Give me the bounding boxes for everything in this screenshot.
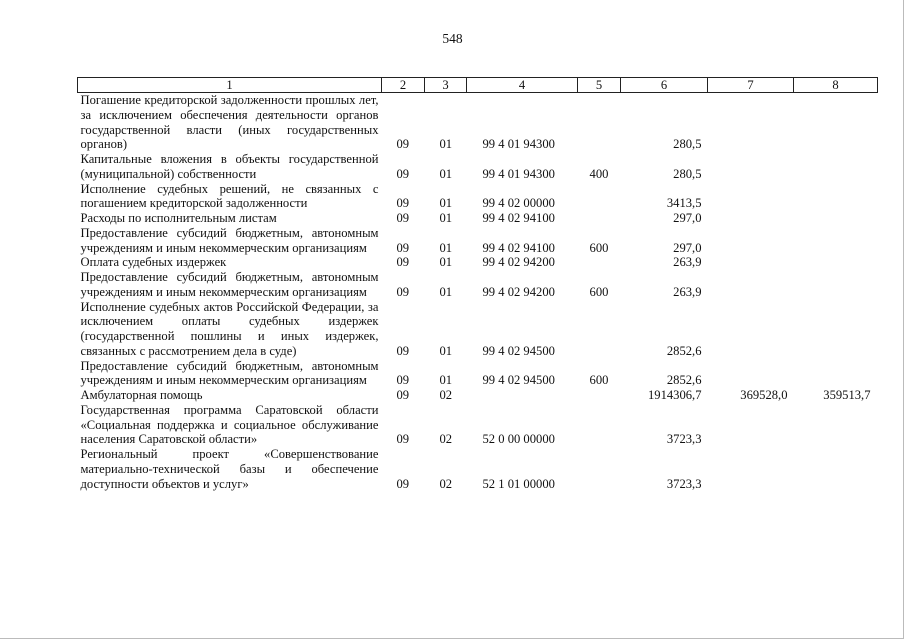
table-row <box>78 182 878 212</box>
cell-c8 <box>794 447 878 491</box>
cell-c4: 99 4 01 94300 <box>482 137 555 152</box>
cell-c7 <box>708 255 794 270</box>
cell-c4: 52 0 00 00000 <box>482 432 555 447</box>
cell-c6: 263,9 <box>673 255 702 270</box>
cell-c6: 280,5 <box>673 137 702 152</box>
cell-c5: 600 <box>589 240 609 255</box>
table-row <box>78 255 878 270</box>
cell-c3: 01 <box>439 255 453 270</box>
column-header-5: 5 <box>578 78 621 93</box>
row-description: Государственная программа Саратовской области «Социальная поддержка и социальное обслуживание населения Саратовской области» <box>80 402 379 447</box>
cell-c5 <box>578 211 621 226</box>
cell-c7 <box>708 359 794 389</box>
column-header-4: 4 <box>467 78 578 93</box>
row-description: Погашение кредиторской задолженности прошлых лет, за исключением обеспечения деятельности органов государственной власти (иных государственных органов) <box>80 93 379 152</box>
cell-c8 <box>794 359 878 389</box>
cell-c4: 52 1 01 00000 <box>482 476 555 491</box>
cell-c4: 99 4 02 94500 <box>482 373 555 388</box>
column-header-8: 8 <box>794 78 878 93</box>
cell-c3: 02 <box>439 476 453 491</box>
cell-c4: 99 4 02 00000 <box>482 196 555 211</box>
cell-c8 <box>794 152 878 182</box>
cell-c5 <box>578 447 621 491</box>
table-row <box>78 93 878 153</box>
cell-c2: 09 <box>396 196 410 211</box>
cell-c2: 09 <box>396 255 410 270</box>
cell-c8 <box>794 270 878 300</box>
table-row <box>78 359 878 389</box>
cell-c2: 09 <box>396 284 410 299</box>
table-row <box>78 270 878 300</box>
column-header-3: 3 <box>425 78 467 93</box>
cell-c3: 01 <box>439 343 453 358</box>
table-row <box>78 403 878 447</box>
column-header-7: 7 <box>708 78 794 93</box>
cell-c8 <box>794 226 878 256</box>
cell-c7 <box>708 226 794 256</box>
cell-c7: 369528,0 <box>740 388 788 402</box>
cell-c2: 09 <box>396 137 410 152</box>
row-description: Исполнение судебных решений, не связанных с погашением кредиторской задолженности <box>80 181 379 211</box>
cell-c6: 2852,6 <box>666 343 702 358</box>
table-row <box>78 211 878 226</box>
cell-c3: 02 <box>439 432 453 447</box>
cell-c5 <box>578 93 621 153</box>
row-description: Предоставление субсидий бюджетным, автономным учреждениям и иным некоммерческим организациям <box>80 225 379 255</box>
cell-c4: 99 4 02 94500 <box>482 343 555 358</box>
cell-c2: 09 <box>396 240 410 255</box>
header-row <box>78 78 878 93</box>
cell-c7 <box>708 300 794 359</box>
cell-c6: 263,9 <box>673 284 702 299</box>
cell-c3: 02 <box>439 388 453 402</box>
cell-c7 <box>708 447 794 491</box>
cell-c5: 600 <box>589 284 609 299</box>
cell-c4: 99 4 02 94200 <box>482 255 555 270</box>
cell-c4 <box>467 388 578 403</box>
cell-c5 <box>578 300 621 359</box>
cell-c7 <box>708 93 794 153</box>
page-number: 548 <box>442 31 463 46</box>
cell-c8 <box>794 182 878 212</box>
cell-c6: 280,5 <box>673 166 702 181</box>
cell-c8 <box>794 300 878 359</box>
cell-c4: 99 4 02 94100 <box>482 211 555 225</box>
cell-c6: 3723,3 <box>666 476 702 491</box>
cell-c7 <box>708 182 794 212</box>
cell-c8 <box>794 93 878 153</box>
row-description: Оплата судебных издержек <box>80 255 227 270</box>
cell-c6: 3723,3 <box>666 432 702 447</box>
table-row <box>78 447 878 491</box>
row-description: Амбулаторная помощь <box>80 388 203 402</box>
table-row <box>78 388 878 403</box>
cell-c5 <box>578 255 621 270</box>
cell-c2: 09 <box>396 388 410 402</box>
table-row <box>78 300 878 359</box>
cell-c6: 297,0 <box>673 211 702 225</box>
cell-c8 <box>794 211 878 226</box>
cell-c2: 09 <box>396 432 410 447</box>
cell-c5: 600 <box>589 373 609 388</box>
cell-c7 <box>708 403 794 447</box>
row-description: Исполнение судебных актов Российской Федерации, за исключением оплаты судебных издержек (государственной пошлины и иных издержек, связанных с рассмотрением дела в суде) <box>80 299 379 358</box>
cell-c6: 2852,6 <box>666 373 702 388</box>
cell-c3: 01 <box>439 137 453 152</box>
cell-c7 <box>708 270 794 300</box>
cell-c5 <box>578 388 621 403</box>
cell-c3: 01 <box>439 373 453 388</box>
table-row <box>78 226 878 256</box>
cell-c7 <box>708 152 794 182</box>
cell-c4: 99 4 02 94100 <box>482 240 555 255</box>
cell-c4: 99 4 01 94300 <box>482 166 555 181</box>
budget-table <box>77 77 878 491</box>
column-header-1: 1 <box>78 78 382 93</box>
row-description: Региональный проект «Совершенствование материально-технической базы и обеспечение доступности объектов и услуг» <box>80 447 379 491</box>
cell-c7 <box>708 211 794 226</box>
cell-c5 <box>578 403 621 447</box>
cell-c2: 09 <box>396 211 410 225</box>
cell-c2: 09 <box>396 476 410 491</box>
cell-c6: 3413,5 <box>666 196 702 211</box>
column-header-6: 6 <box>621 78 708 93</box>
row-description: Предоставление субсидий бюджетным, автономным учреждениям и иным некоммерческим организациям <box>80 358 379 388</box>
cell-c6: 1914306,7 <box>647 388 702 402</box>
cell-c8 <box>794 403 878 447</box>
cell-c4: 99 4 02 94200 <box>482 284 555 299</box>
cell-c3: 01 <box>439 211 453 225</box>
cell-c2: 09 <box>396 166 410 181</box>
cell-c2: 09 <box>396 343 410 358</box>
cell-c8 <box>794 255 878 270</box>
cell-c3: 01 <box>439 240 453 255</box>
cell-c5 <box>578 182 621 212</box>
cell-c8: 359513,7 <box>823 388 871 402</box>
row-description: Расходы по исполнительным листам <box>80 211 277 225</box>
cell-c3: 01 <box>439 196 453 211</box>
cell-c2: 09 <box>396 373 410 388</box>
cell-c3: 01 <box>439 284 453 299</box>
cell-c6: 297,0 <box>673 240 702 255</box>
cell-c3: 01 <box>439 166 453 181</box>
cell-c5: 400 <box>589 166 609 181</box>
column-header-2: 2 <box>382 78 425 93</box>
table-row <box>78 152 878 182</box>
row-description: Капитальные вложения в объекты государственной (муниципальной) собственности <box>80 152 379 181</box>
row-description: Предоставление субсидий бюджетным, автономным учреждениям и иным некоммерческим организациям <box>80 270 379 299</box>
